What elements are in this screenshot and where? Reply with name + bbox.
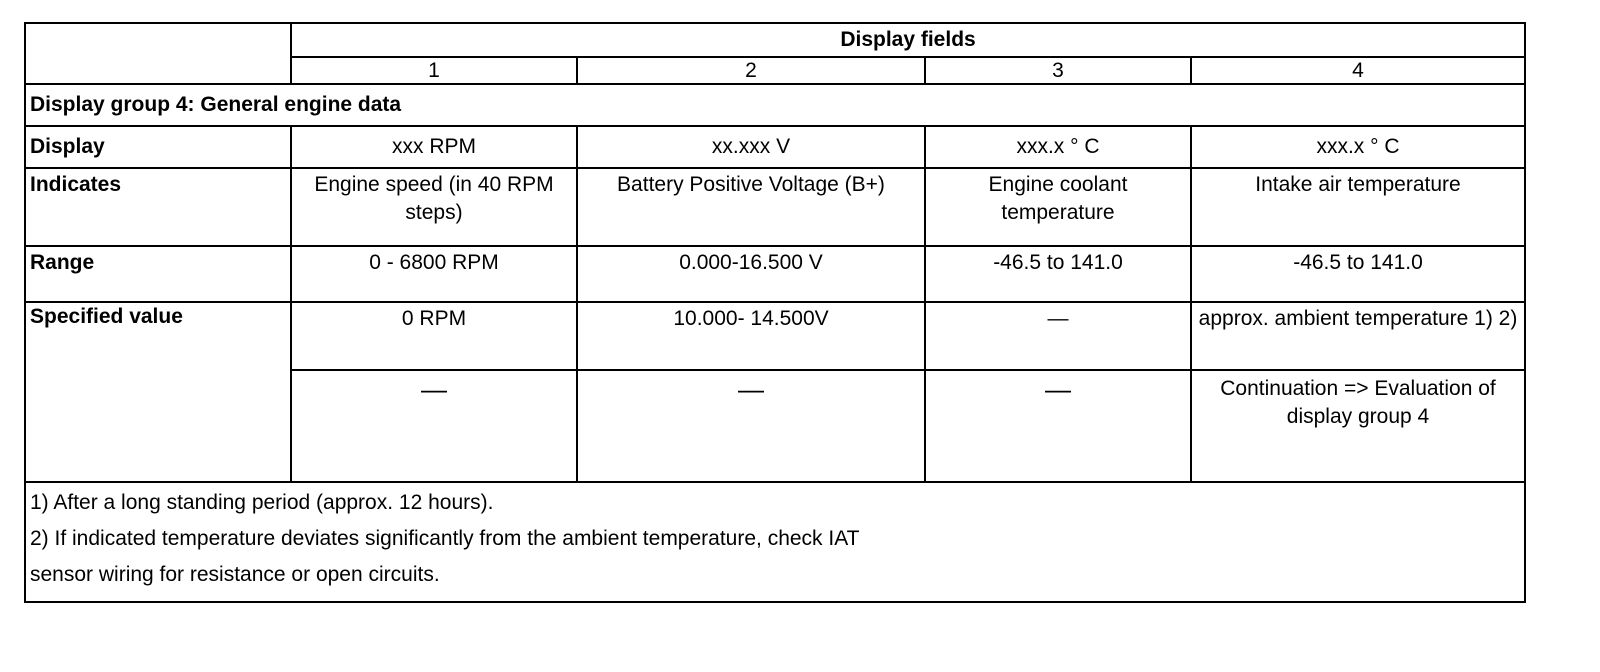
indicates-cell-4: Intake air temperature	[1191, 168, 1525, 246]
display-cell-3: xxx.x ° C	[925, 126, 1191, 168]
specified-cell-3: —	[925, 302, 1191, 370]
range-cell-4: -46.5 to 141.0	[1191, 246, 1525, 302]
continuation-cell-4: Continuation => Evaluation of display group 4	[1191, 370, 1525, 482]
display-fields-header: Display fields	[291, 23, 1525, 57]
continuation-cell-2: —	[577, 370, 925, 482]
indicates-row	[25, 168, 1525, 246]
display-cell-2: xx.xxx V	[577, 126, 925, 168]
specified-cell-1: 0 RPM	[291, 302, 577, 370]
specified-value-row	[25, 302, 1525, 370]
field-number-2: 2	[577, 57, 925, 84]
note-1: 1) After a long standing period (approx. 12 hours).	[30, 491, 494, 514]
header-corner-cell	[25, 23, 291, 84]
notes-cell	[25, 482, 1525, 602]
display-group-table	[24, 22, 1526, 603]
header-row	[25, 23, 1525, 57]
display-row	[25, 126, 1525, 168]
continuation-cell-3: —	[925, 370, 1191, 482]
range-cell-3: -46.5 to 141.0	[925, 246, 1191, 302]
specified-cell-4: approx. ambient temperature 1) 2)	[1191, 302, 1525, 370]
field-number-4: 4	[1191, 57, 1525, 84]
display-cell-4: xxx.x ° C	[1191, 126, 1525, 168]
row-label-indicates: Indicates	[25, 168, 291, 246]
row-label-display: Display	[25, 126, 291, 168]
range-cell-1: 0 - 6800 RPM	[291, 246, 577, 302]
group-title: Display group 4: General engine data	[25, 84, 1525, 126]
note-2: 2) If indicated temperature deviates significantly from the ambient temperature, check IAT	[30, 527, 860, 550]
range-row	[25, 246, 1525, 302]
indicates-cell-1: Engine speed (in 40 RPM steps)	[291, 168, 577, 246]
indicates-cell-2: Battery Positive Voltage (B+)	[577, 168, 925, 246]
range-cell-2: 0.000-16.500 V	[577, 246, 925, 302]
notes-row	[25, 482, 1525, 602]
field-number-3: 3	[925, 57, 1191, 84]
row-label-specified-value: Specified value	[25, 302, 291, 482]
field-number-1: 1	[291, 57, 577, 84]
row-label-range: Range	[25, 246, 291, 302]
note-2-continued: sensor wiring for resistance or open circuits.	[30, 563, 440, 586]
display-cell-1: xxx RPM	[291, 126, 577, 168]
indicates-cell-3: Engine coolant temperature	[925, 168, 1191, 246]
continuation-cell-1: —	[291, 370, 577, 482]
specified-cell-2: 10.000- 14.500V	[577, 302, 925, 370]
group-title-row	[25, 84, 1525, 126]
